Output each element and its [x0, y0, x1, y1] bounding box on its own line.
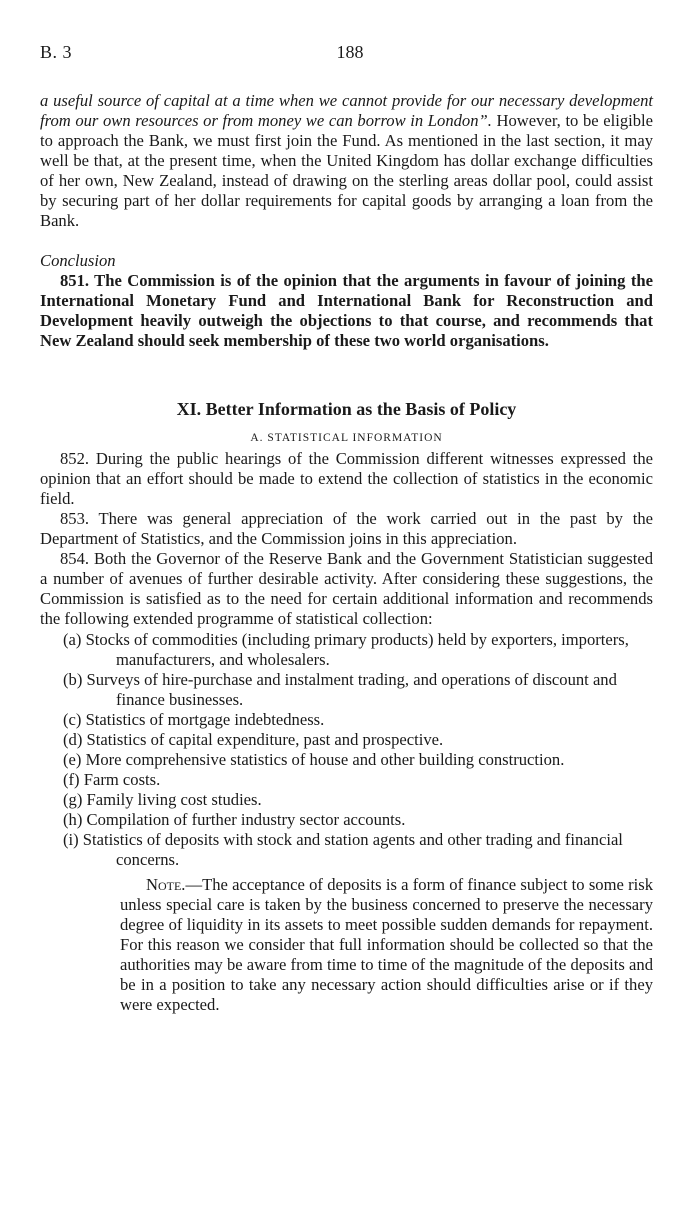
list-item-text: (g) Family living cost studies.	[63, 790, 262, 809]
continuation-text: However, to be eligible to approach the Bank, we must first join the Fund. As mentioned in the last section, it may well be that, at the present time, when the United Kingdom has dollar exchange difficulties of her own, New Zealand, instead of drawing on the sterling areas dollar pool, could assist by securing part of her dollar requirements for capital goods by arranging a loan from the Bank.	[40, 111, 653, 230]
list-item-text: (b) Surveys of hire-purchase and instalment trading, and operations of discount and finance businesses.	[63, 670, 617, 709]
page-number: 188	[336, 42, 364, 62]
section-title: XI. Better Information as the Basis of Policy	[176, 399, 517, 419]
list-item-text: (f) Farm costs.	[63, 770, 161, 789]
page-header	[0, 42, 700, 68]
list-item-text: (d) Statistics of capital expenditure, past and prospective.	[63, 730, 444, 749]
paragraph-851: 851. The Commission is of the opinion that the arguments in favour of joining the International Monetary Fund and International Bank for Reconstruction and Development heavily outweigh the objections to that course, and recommends that New Zealand should seek membership of these two world organisations.	[40, 271, 653, 350]
list-item	[40, 770, 653, 790]
list-item	[40, 750, 653, 770]
list-item-text: (h) Compilation of further industry sector accounts.	[63, 810, 406, 829]
list-item	[40, 710, 653, 730]
list-item	[40, 790, 653, 810]
list-item	[40, 730, 653, 750]
list-item	[40, 630, 653, 670]
list-item-text: (i) Statistics of deposits with stock and station agents and other trading and financial concerns.	[63, 830, 623, 869]
subsection-heading: A. STATISTICAL INFORMATION	[250, 432, 443, 444]
note-paragraph	[40, 875, 653, 1015]
continuation-paragraph	[40, 91, 653, 231]
report-code: B. 3	[40, 42, 73, 62]
paragraph-854: 854. Both the Governor of the Reserve Bank and the Government Statistician suggested a number of avenues of further desirable activity. After considering these suggestions, the Commission is satisfied as to the need for certain additional information and recommends the following extended programme of statistical collection:	[40, 549, 653, 628]
note-label: Note.	[146, 875, 186, 894]
continuation-quote: a useful source of capital at a time when we cannot provide for our necessary development from our own resources or from money we can borrow in London”.	[40, 91, 653, 130]
list-item	[40, 810, 653, 830]
paragraph-853: 853. There was general appreciation of the work carried out in the past by the Department of Statistics, and the Commission joins in this appreciation.	[40, 509, 653, 548]
conclusion-heading: Conclusion	[40, 251, 116, 270]
list-item	[40, 830, 653, 870]
list-item-text: (c) Statistics of mortgage indebtedness.	[63, 710, 325, 729]
page-content	[40, 91, 653, 1015]
list-item-text: (a) Stocks of commodities (including primary products) held by exporters, importers, manufacturers, and wholesalers.	[63, 630, 629, 669]
note-text: —The acceptance of deposits is a form of finance subject to some risk unless special care is taken by the business concerned to preserve the necessary degree of liquidity in its assets to meet possible sudden demands for repayment. For this reason we consider that full information should be collected so that the authorities may be aware from time to time of the magnitude of the deposits and be in a position to take any necessary action should difficulties arise or if they were expected.	[120, 875, 653, 1014]
statistics-list	[40, 630, 653, 870]
list-item-text: (e) More comprehensive statistics of house and other building construction.	[63, 750, 565, 769]
paragraph-852: 852. During the public hearings of the Commission different witnesses expressed the opinion that an effort should be made to extend the collection of statistics in the economic field.	[40, 449, 653, 508]
list-item	[40, 670, 653, 710]
